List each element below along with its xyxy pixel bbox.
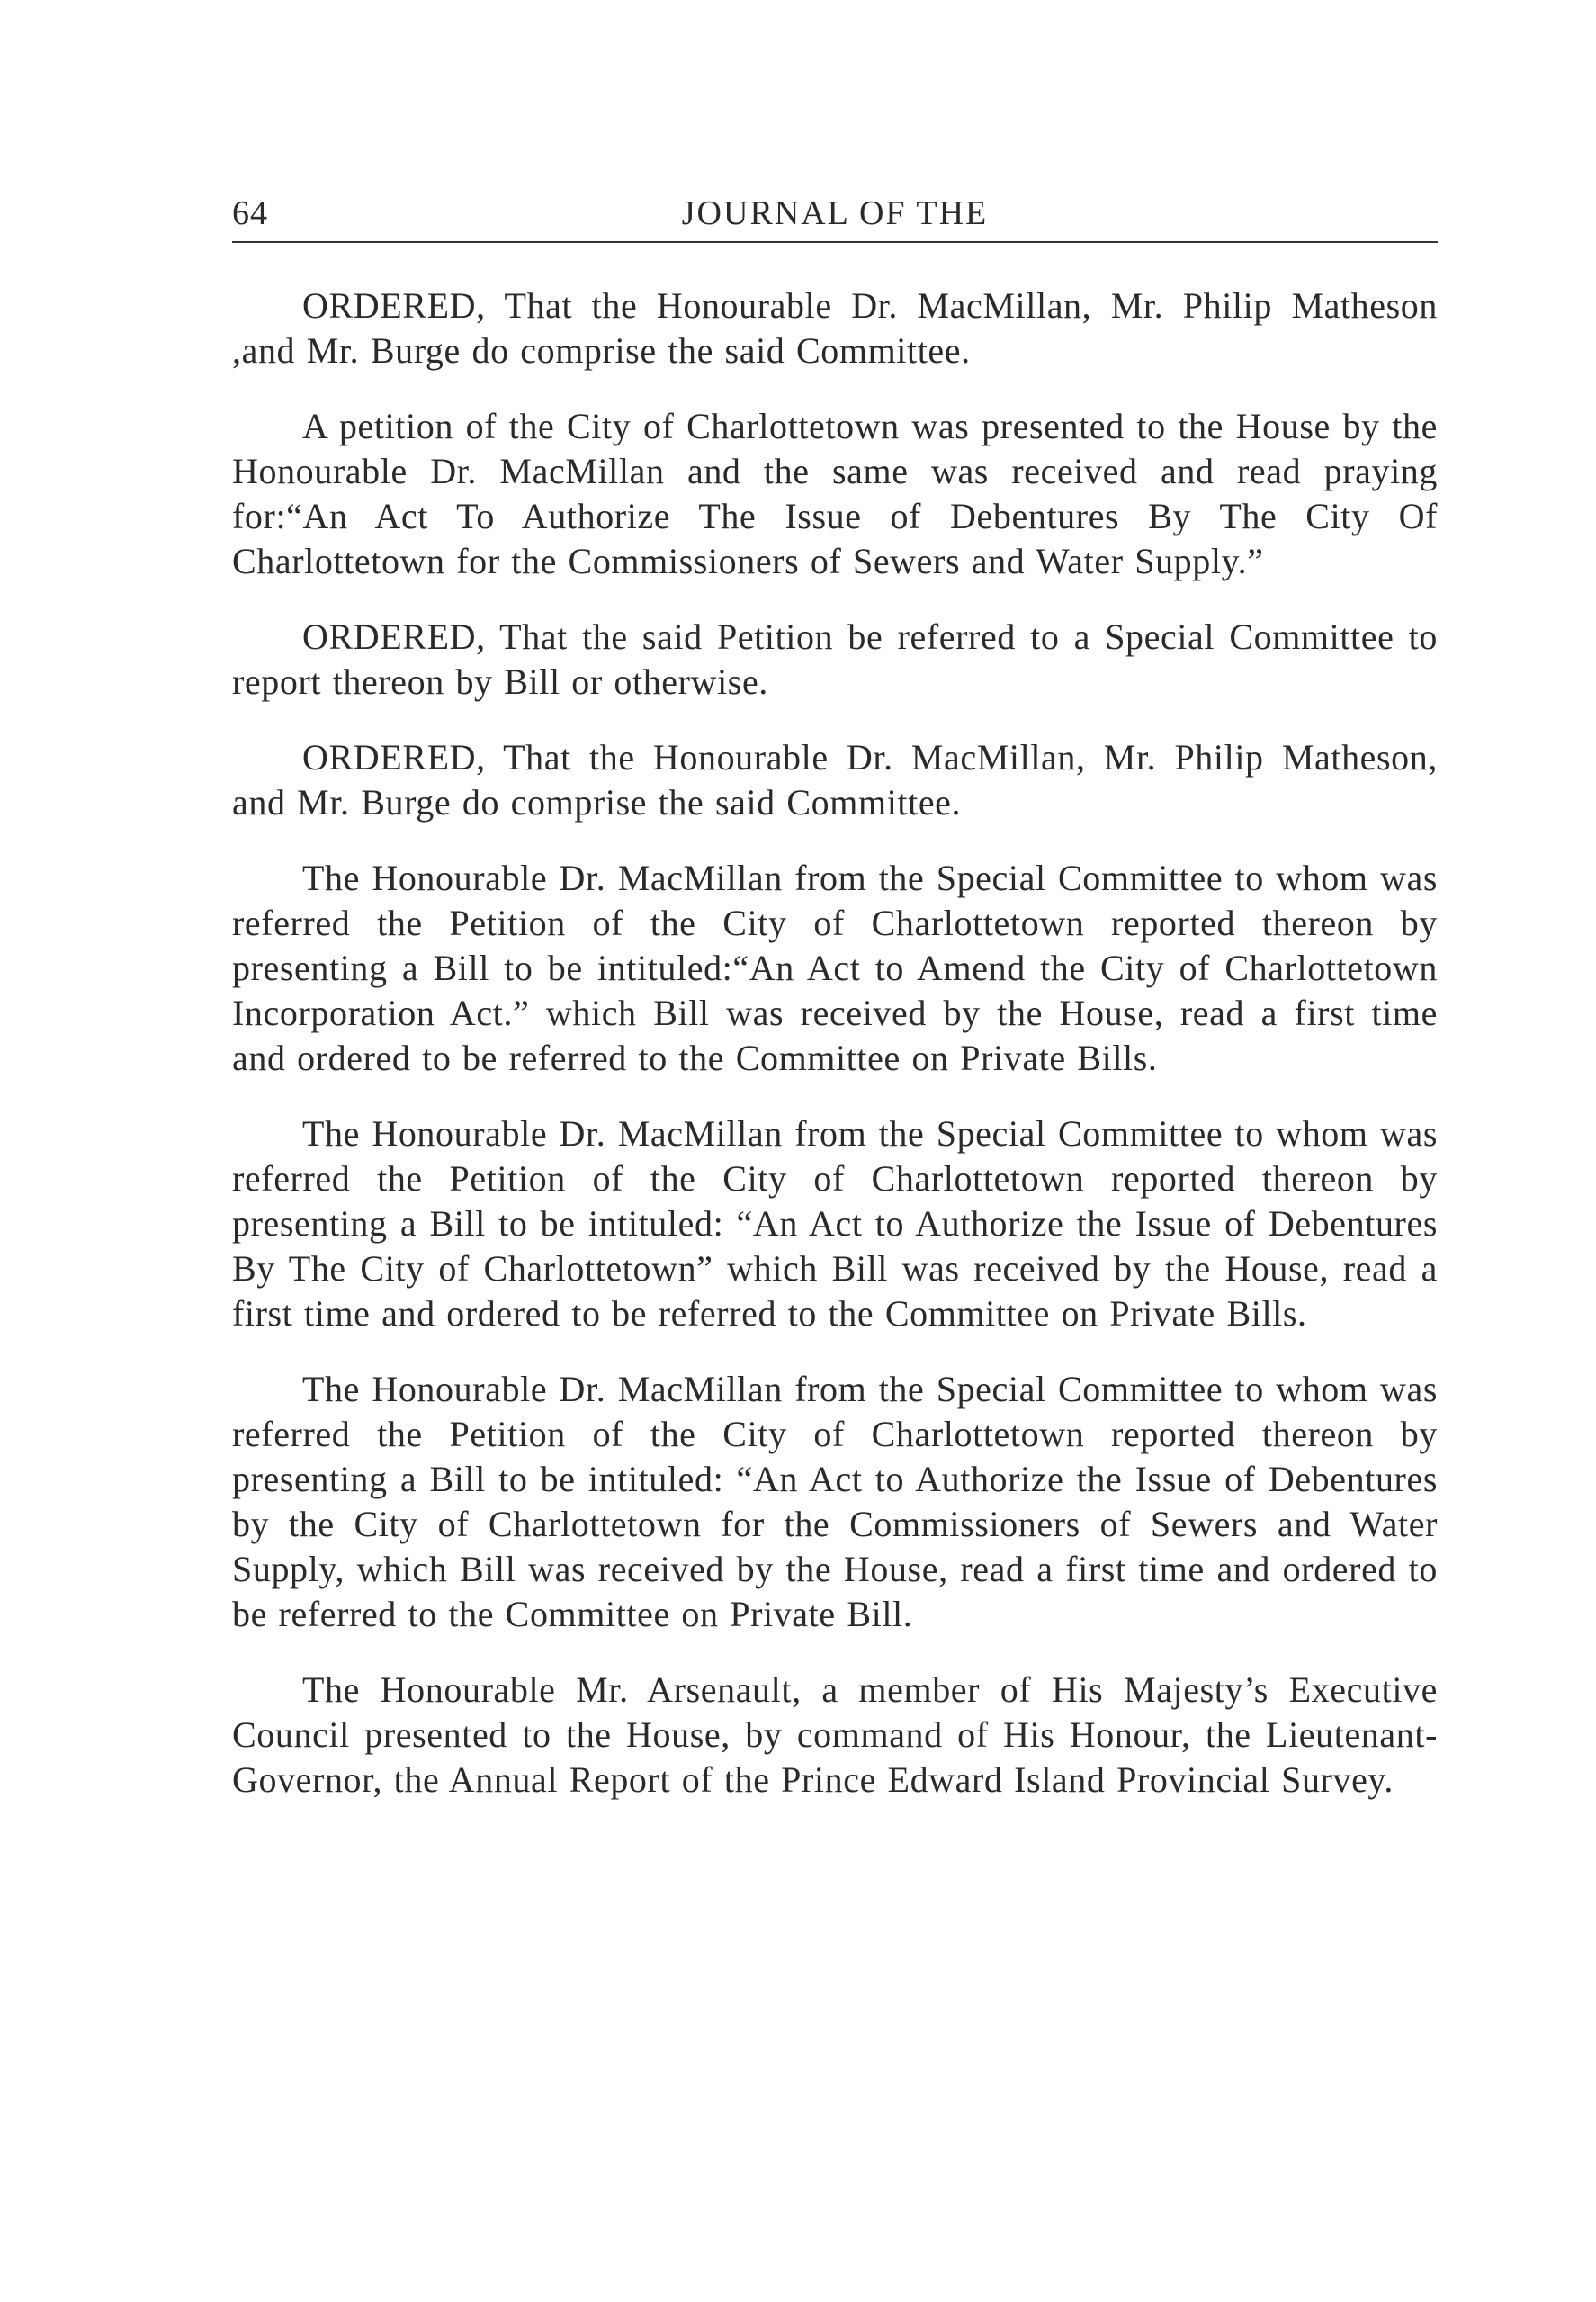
paragraph-committee-order-1: ORDERED, That the Honourable Dr. MacMillan, Mr. Philip Matheson ,and Mr. Burge do comprise the said Committee.: [232, 285, 1438, 371]
paragraph-committee-order-2: ORDERED, That the Honourable Dr. MacMillan, Mr. Philip Matheson, and Mr. Burge do comprise the said Committee.: [232, 737, 1438, 823]
page-number: 64: [232, 194, 268, 232]
header-rule: [232, 241, 1438, 243]
paragraph-bill-sewers-water: The Honourable Dr. MacMillan from the Special Committee to whom was referred the Petition of the City of Charlottetown reported thereon by presenting a Bill to be intituled: “An Act to Authorize the Issue of Debentures by the City of Charlottetown for the Commissioners of Sewers and Water Supply, which Bill was received by the House, read a first time and ordered to be referred to the Committee on Private Bill.: [232, 1369, 1438, 1634]
page-header: [232, 184, 1438, 247]
journal-page: [232, 184, 1438, 1833]
page-body: [232, 283, 1438, 1803]
paragraph-bill-incorporation-act: The Honourable Dr. MacMillan from the Special Committee to whom was referred the Petition of the City of Charlottetown reported thereon by presenting a Bill to be intituled:“An Act to Amend the City of Charlottetown Incorporation Act.” which Bill was received by the House, read a first time and ordered to be referred to the Committee on Private Bills.: [232, 858, 1438, 1078]
running-head: JOURNAL OF THE: [681, 194, 989, 232]
paragraph-annual-report: The Honourable Mr. Arsenault, a member of His Majesty’s Executive Council presented to the House, by command of His Honour, the Lieutenant-Governor, the Annual Report of the Prince Edward Island Provincial Survey.: [232, 1669, 1438, 1800]
paragraph-petition-presented: A petition of the City of Charlottetown was presented to the House by the Honourable Dr. MacMillan and the same was received and read praying for:“An Act To Authorize The Issue of Debentures By The City Of Charlottetown for the Commissioners of Sewers and Water Supply.”: [232, 406, 1438, 581]
paragraph-petition-referred: ORDERED, That the said Petition be referred to a Special Committee to report thereon by Bill or otherwise.: [232, 616, 1438, 702]
paragraph-bill-debentures: The Honourable Dr. MacMillan from the Special Committee to whom was referred the Petition of the City of Charlottetown reported thereon by presenting a Bill to be intituled: “An Act to Authorize the Issue of Debentures By The City of Charlottetown” which Bill was received by the House, read a first time and ordered to be referred to the Committee on Private Bills.: [232, 1113, 1438, 1334]
